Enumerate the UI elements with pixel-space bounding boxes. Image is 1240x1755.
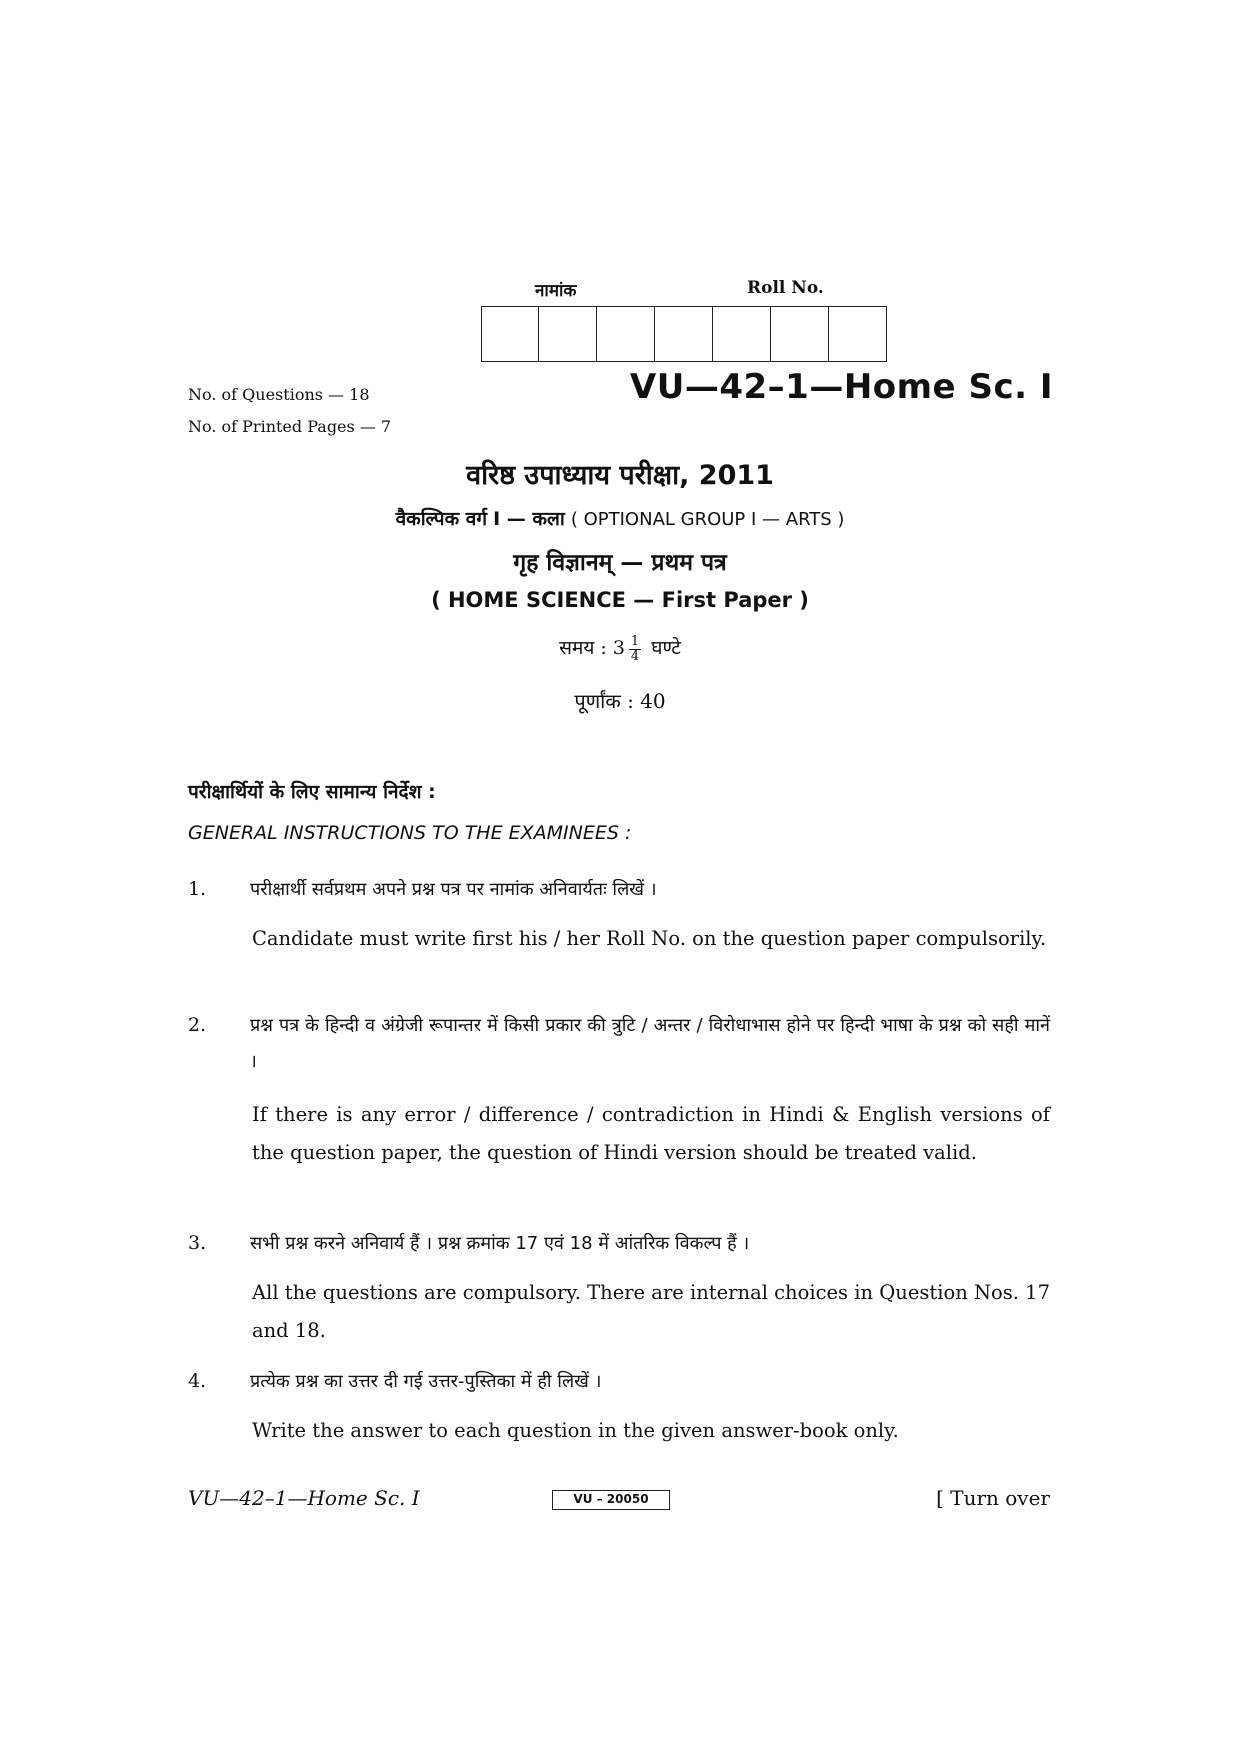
roll-label-hindi: नामांक [535,281,577,301]
instruction-english: Candidate must write first his / her Roll No. on the question paper compulsorily. [252,927,1047,950]
instructions-heading-english: GENERAL INSTRUCTIONS TO THE EXAMINEES : [188,822,632,844]
footer-serial-box: VU – 20050 [552,1490,670,1510]
subject-hindi: गृह विज्ञानम् — प्रथम पत्र [513,550,727,576]
num-questions: No. of Questions — 18 [188,385,370,404]
group-hindi-prefix: वैकल्पिक वर्ग [395,508,488,530]
instruction-number: 1. [188,878,207,900]
roll-box[interactable] [539,306,597,362]
turn-over-note: [ Turn over [936,1486,1050,1510]
time-prefix: समय : 3 [559,637,625,659]
roll-number-boxes [481,306,887,362]
group-english: ( OPTIONAL GROUP I — ARTS ) [570,509,845,530]
instructions-heading-hindi: परीक्षार्थियों के लिए सामान्य निर्देश : [188,781,436,803]
roll-box[interactable] [713,306,771,362]
instruction-english: If there is any error / difference / contradiction in Hindi & English versions of the question paper, the question of Hindi version should be treated valid. [252,1103,1050,1164]
exam-title: वरिष्ठ उपाध्याय परीक्षा, 2011 [466,460,774,491]
footer-paper-code: VU—42–1—Home Sc. I [188,1486,420,1510]
num-printed-pages: No. of Printed Pages — 7 [188,417,392,436]
instruction-hindi: सभी प्रश्न करने अनिवार्य हैं । प्रश्न क्रमांक 17 एवं 18 में आंतरिक विकल्प हैं । [250,1233,750,1254]
time-fraction-den: 4 [630,648,640,664]
roll-label-english: Roll No. [747,278,824,298]
roll-box[interactable] [597,306,655,362]
max-marks: पूर्णांक : 40 [574,689,666,713]
group-roman: I — कला [493,508,565,530]
instruction-english: Write the answer to each question in the given answer-book only. [252,1419,899,1442]
instruction-number: 2. [188,1014,207,1036]
time-allowed [0,634,1240,664]
time-fraction-num: 1 [630,633,640,649]
subject-english: ( HOME SCIENCE — First Paper ) [431,588,809,612]
time-fraction [629,635,641,664]
roll-box[interactable] [771,306,829,362]
roll-box[interactable] [829,306,887,362]
time-suffix: घण्टे [651,637,681,659]
instruction-english: All the questions are compulsory. There are internal choices in Question Nos. 17 and 18. [252,1281,1050,1342]
optional-group [0,505,1240,531]
roll-number-header [535,278,835,302]
paper-code: VU—42–1—Home Sc. I [629,367,1053,407]
instruction-number: 4. [188,1370,207,1392]
roll-box[interactable] [655,306,713,362]
instruction-hindi: परीक्षार्थी सर्वप्रथम अपने प्रश्न पत्र पर नामांक अनिवार्यतः लिखें । [250,879,657,900]
instruction-number: 3. [188,1232,207,1254]
instruction-hindi: प्रत्येक प्रश्न का उत्तर दी गई उत्तर-पुस्तिका में ही लिखें । [250,1371,602,1392]
instruction-hindi: प्रश्न पत्र के हिन्दी व अंग्रेजी रूपान्तर में किसी प्रकार की त्रुटि / अन्तर / विरोधाभास होने पर हिन्दी भाषा के प्रश्न को सही मानें । [250,1015,1050,1072]
roll-box[interactable] [481,306,539,362]
